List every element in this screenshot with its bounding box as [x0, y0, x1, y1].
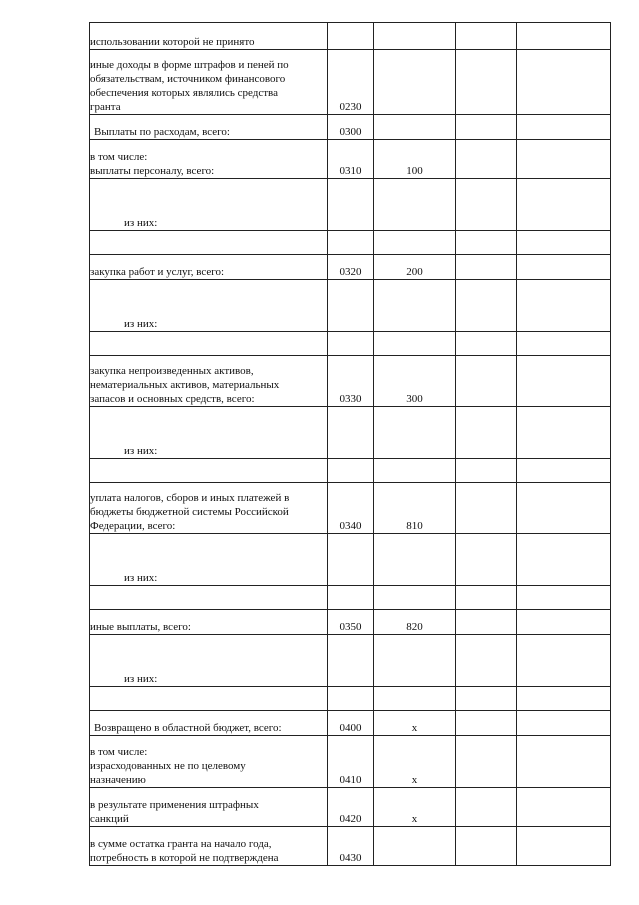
description-line: Выплаты по расходам, всего:: [94, 126, 230, 138]
table-row: [90, 827, 611, 866]
row-kbk-code: 100: [374, 140, 456, 179]
table-row: [90, 788, 611, 827]
description-line: из них:: [124, 572, 158, 584]
value-cell-1: [456, 736, 517, 788]
row-description: [90, 280, 328, 332]
row-description: [90, 115, 328, 140]
row-code: 0310: [328, 140, 374, 179]
value-cell-1: [456, 407, 517, 459]
table-row: [90, 407, 611, 459]
description-line: выплаты персоналу, всего:: [90, 165, 215, 177]
table-row: [90, 534, 611, 586]
value-cell-2: [517, 231, 611, 255]
row-kbk-code: [374, 115, 456, 140]
table-row: [90, 23, 611, 50]
description-line: санкций: [90, 813, 129, 825]
row-code: 0410: [328, 736, 374, 788]
table-row: [90, 115, 611, 140]
description-line: Федерации, всего:: [90, 520, 176, 532]
row-description: [90, 788, 328, 827]
row-kbk-code: 820: [374, 610, 456, 635]
table-row: [90, 231, 611, 255]
description-line: запасов и основных средств, всего:: [90, 393, 255, 405]
table-row: [90, 50, 611, 115]
table-row: [90, 255, 611, 280]
row-kbk-code: x: [374, 788, 456, 827]
description-line: из них:: [124, 445, 158, 457]
description-line: нематериальных активов, материальных: [90, 379, 280, 391]
row-code: 0320: [328, 255, 374, 280]
description-line: иные доходы в форме штрафов и пеней по: [90, 59, 289, 71]
value-cell-2: [517, 736, 611, 788]
description-line: в сумме остатка гранта на начало года,: [90, 838, 272, 850]
row-kbk-code: [374, 635, 456, 687]
value-cell-1: [456, 483, 517, 534]
row-description: [90, 586, 328, 610]
row-description: [90, 231, 328, 255]
table-row: [90, 635, 611, 687]
description-line: в том числе:: [90, 151, 148, 163]
value-cell-2: [517, 356, 611, 407]
value-cell-2: [517, 711, 611, 736]
value-cell-2: [517, 610, 611, 635]
description-line: в том числе:: [90, 746, 148, 758]
row-kbk-code: [374, 687, 456, 711]
row-kbk-code: x: [374, 736, 456, 788]
value-cell-2: [517, 407, 611, 459]
value-cell-1: [456, 179, 517, 231]
row-description: [90, 534, 328, 586]
row-description: [90, 635, 328, 687]
row-code: 0300: [328, 115, 374, 140]
row-kbk-code: [374, 50, 456, 115]
description-line: закупка работ и услуг, всего:: [90, 266, 225, 278]
value-cell-2: [517, 280, 611, 332]
description-line: израсходованных не по целевому: [90, 760, 246, 772]
row-description: [90, 687, 328, 711]
value-cell-2: [517, 827, 611, 866]
row-description: [90, 179, 328, 231]
table-row: [90, 356, 611, 407]
row-code: [328, 280, 374, 332]
value-cell-1: [456, 356, 517, 407]
row-code: [328, 23, 374, 50]
table-row: [90, 610, 611, 635]
description-line: обеспечения которых являлись средства: [90, 87, 278, 99]
row-kbk-code: [374, 534, 456, 586]
row-description: [90, 736, 328, 788]
value-cell-1: [456, 50, 517, 115]
table-row: [90, 459, 611, 483]
value-cell-1: [456, 255, 517, 280]
value-cell-2: [517, 23, 611, 50]
description-line: Возвращено в областной бюджет, всего:: [94, 722, 282, 734]
row-code: 0330: [328, 356, 374, 407]
row-code: 0350: [328, 610, 374, 635]
row-description: [90, 23, 328, 50]
value-cell-1: [456, 140, 517, 179]
value-cell-1: [456, 711, 517, 736]
value-cell-2: [517, 459, 611, 483]
row-code: [328, 586, 374, 610]
description-line: бюджеты бюджетной системы Российской: [90, 506, 289, 518]
row-description: [90, 483, 328, 534]
value-cell-2: [517, 50, 611, 115]
value-cell-2: [517, 115, 611, 140]
value-cell-1: [456, 280, 517, 332]
row-description: [90, 459, 328, 483]
description-line: из них:: [124, 217, 158, 229]
value-cell-1: [456, 635, 517, 687]
row-code: [328, 635, 374, 687]
description-line: уплата налогов, сборов и иных платежей в: [90, 492, 290, 504]
value-cell-2: [517, 332, 611, 356]
row-kbk-code: 200: [374, 255, 456, 280]
row-kbk-code: [374, 332, 456, 356]
row-code: [328, 407, 374, 459]
value-cell-1: [456, 586, 517, 610]
value-cell-2: [517, 534, 611, 586]
value-cell-2: [517, 687, 611, 711]
value-cell-1: [456, 687, 517, 711]
row-kbk-code: [374, 179, 456, 231]
value-cell-2: [517, 483, 611, 534]
table-row: [90, 586, 611, 610]
row-code: [328, 179, 374, 231]
row-code: [328, 459, 374, 483]
description-line: закупка непроизведенных активов,: [90, 365, 254, 377]
report-table-body: [90, 23, 611, 866]
row-kbk-code: [374, 231, 456, 255]
value-cell-1: [456, 610, 517, 635]
value-cell-2: [517, 788, 611, 827]
row-description: [90, 407, 328, 459]
row-code: [328, 534, 374, 586]
table-row: [90, 711, 611, 736]
row-code: 0430: [328, 827, 374, 866]
description-line: потребность в которой не подтверждена: [90, 852, 279, 864]
row-description: [90, 610, 328, 635]
description-line: иные выплаты, всего:: [90, 621, 191, 633]
grant-report-table: [89, 22, 611, 866]
description-line: из них:: [124, 673, 158, 685]
row-kbk-code: [374, 407, 456, 459]
row-kbk-code: [374, 23, 456, 50]
row-description: [90, 356, 328, 407]
row-kbk-code: [374, 280, 456, 332]
value-cell-1: [456, 23, 517, 50]
value-cell-1: [456, 115, 517, 140]
row-code: 0340: [328, 483, 374, 534]
description-line: назначению: [90, 774, 146, 786]
value-cell-2: [517, 179, 611, 231]
row-kbk-code: [374, 459, 456, 483]
row-description: [90, 711, 328, 736]
value-cell-2: [517, 255, 611, 280]
table-row: [90, 687, 611, 711]
row-kbk-code: [374, 827, 456, 866]
row-kbk-code: 300: [374, 356, 456, 407]
table-row: [90, 483, 611, 534]
row-code: 0420: [328, 788, 374, 827]
description-line: обязательствам, источником финансового: [90, 73, 286, 85]
row-description: [90, 140, 328, 179]
value-cell-2: [517, 586, 611, 610]
value-cell-1: [456, 332, 517, 356]
row-description: [90, 332, 328, 356]
row-code: [328, 231, 374, 255]
table-row: [90, 736, 611, 788]
row-code: [328, 332, 374, 356]
table-row: [90, 179, 611, 231]
row-description: [90, 50, 328, 115]
row-description: [90, 255, 328, 280]
row-code: [328, 687, 374, 711]
value-cell-1: [456, 788, 517, 827]
table-row: [90, 140, 611, 179]
table-row: [90, 332, 611, 356]
description-line: использовании которой не принято: [90, 36, 255, 48]
description-line: гранта: [90, 101, 121, 113]
row-kbk-code: [374, 586, 456, 610]
table-row: [90, 280, 611, 332]
value-cell-2: [517, 635, 611, 687]
description-line: в результате применения штрафных: [90, 799, 259, 811]
value-cell-1: [456, 459, 517, 483]
value-cell-1: [456, 534, 517, 586]
row-description: [90, 827, 328, 866]
row-kbk-code: x: [374, 711, 456, 736]
description-line: из них:: [124, 318, 158, 330]
row-kbk-code: 810: [374, 483, 456, 534]
value-cell-1: [456, 231, 517, 255]
row-code: 0230: [328, 50, 374, 115]
row-code: 0400: [328, 711, 374, 736]
value-cell-1: [456, 827, 517, 866]
value-cell-2: [517, 140, 611, 179]
